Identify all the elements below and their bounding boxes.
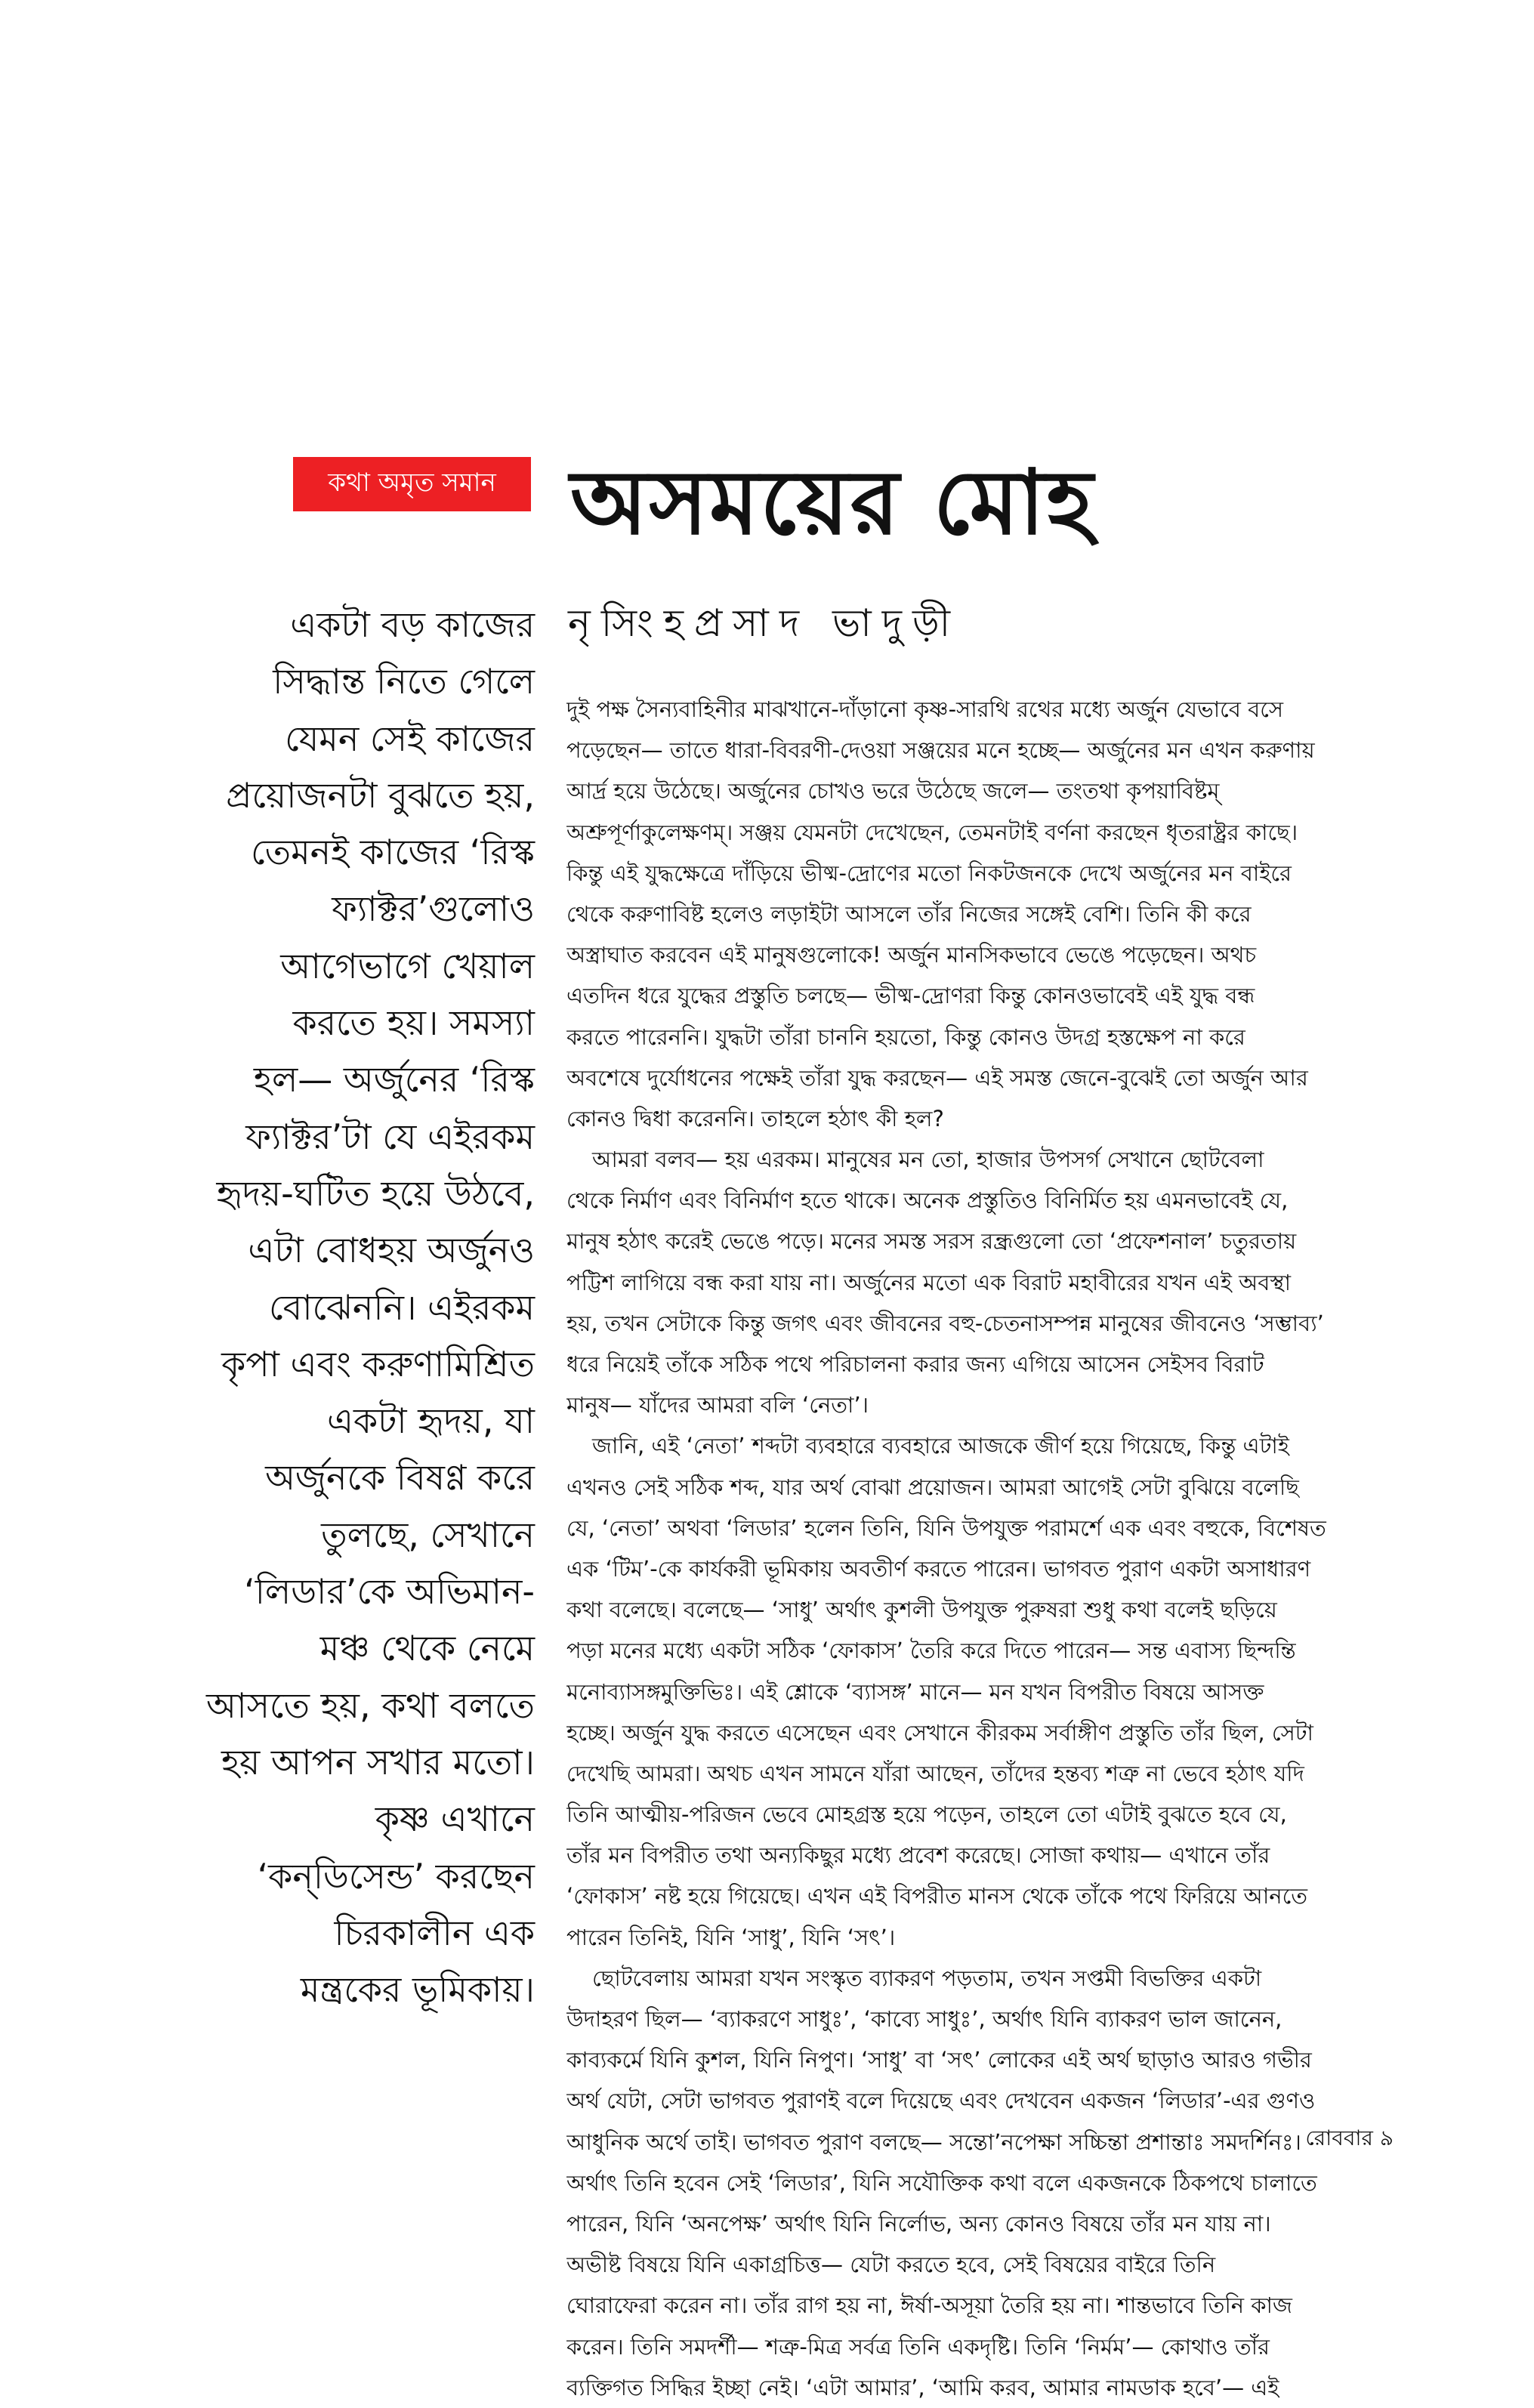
pull-quote-line: একটা হৃদয়, যা <box>327 1400 535 1442</box>
paragraph-first-line: জানি, এই ‘নেতা’ শব্দটা ব্যবহারে ব্যবহারে আজকে জীর্ণ হয়ে গিয়েছে, কিন্তু এটাই <box>592 1433 1289 1459</box>
body-line: ‘ফোকাস’ নষ্ট হয়ে গিয়েছে। এখন এই বিপরীত মানস থেকে তাঁকে পথে ফিরিয়ে আনতে <box>566 1883 1307 1909</box>
pull-quote-line: মন্ত্রকের ভূমিকায়। <box>300 1969 535 2011</box>
body-line: দেখেছি আমরা। অথচ এখন সামনে যাঁরা আছেন, তাঁদের হন্তব্য শত্রু না ভেবে হঠাৎ যদি <box>566 1760 1304 1786</box>
body-line: যে, ‘নেতা’ অথবা ‘লিডার’ হলেন তিনি, যিনি উপযুক্ত পরামর্শে এক এবং বহুকে, বিশেষত <box>566 1514 1326 1541</box>
body-line: তাঁর মন বিপরীত তথা অন্যকিছুর মধ্যে প্রবেশ করেছে। সোজা কথায়— এখানে তাঁর <box>566 1842 1270 1869</box>
paragraph-first-line: ছোটবেলায় আমরা যখন সংস্কৃত ব্যাকরণ পড়তাম, তখন সপ্তমী বিভক্তির একটা <box>592 1965 1262 1991</box>
body-line: মনোব্যাসঙ্গমুক্তিভিঃ। এই শ্লোকে ‘ব্যাসঙ্গ’ মানে— মন যখন বিপরীত বিষয়ে আসক্ত <box>566 1678 1264 1705</box>
pull-quote-line: হয় আপন সখার মতো। <box>221 1741 535 1783</box>
pull-quote-line: সিদ্ধান্ত নিতে গেলে <box>273 661 535 702</box>
body-line: থেকে করুণাবিষ্ট হলেও লড়াইটা আসলে তাঁর নিজের সঙ্গেই বেশি। তিনি কী করে <box>566 900 1252 927</box>
body-line: পড়েছেন— তাতে ধারা-বিবরণী-দেওয়া সঞ্জয়ের মনে হচ্ছে— অর্জুনের মন এখন করুণায় <box>566 737 1315 764</box>
body-line: কোনও দ্বিধা করেননি। তাহলে হঠাৎ কী হল? <box>566 1105 944 1131</box>
pull-quote-line: হল— অর্জুনের ‘রিস্ক <box>253 1059 535 1101</box>
pull-quote-line: বোঝেননি। এইরকম <box>269 1286 535 1328</box>
pull-quote-line: ফ্যাক্টর’টা যে এইরকম <box>245 1116 535 1157</box>
section-label <box>293 457 531 511</box>
body-line: কিন্তু এই যুদ্ধক্ষেত্রে দাঁড়িয়ে ভীষ্ম-দ্রোণের মতো নিকটজনকে দেখে অর্জুনের মন বাইরে <box>566 860 1292 886</box>
pull-quote-line: চিরকালীন এক <box>334 1912 535 1953</box>
body-line: আধুনিক অর্থে তাই। ভাগবত পুরাণ বলছে— সন্তো’নপেক্ষা সচ্চিন্তা প্রশান্তাঃ সমদর্শিনঃ। <box>566 2129 1301 2155</box>
pull-quote-line: কৃষ্ণ এখানে <box>375 1798 535 1840</box>
body-line: থেকে নির্মাণ এবং বিনির্মাণ হতে থাকে। অনেক প্রস্তুতিও বিনির্মিত হয় এমনভাবেই যে, <box>566 1187 1289 1214</box>
pull-quote-line: যেমন সেই কাজের <box>285 718 535 759</box>
pull-quote-line: অর্জুনকে বিষণ্ণ করে <box>265 1457 535 1499</box>
body-line: ঘোরাফেরা করেন না। তাঁর রাগ হয় না, ঈর্ষা-অসূয়া তৈরি হয় না। শান্তভাবে তিনি কাজ <box>566 2292 1292 2319</box>
pull-quote-line: আগেভাগে খেয়াল <box>280 945 535 986</box>
pull-quote-line: প্রয়োজনটা বুঝতে হয়, <box>226 774 535 816</box>
body-line: অস্ত্রাঘাত করবেন এই মানুষগুলোকে! অর্জুন মানসিকভাবে ভেঙে পড়েছেন। অথচ <box>566 942 1257 968</box>
article-title: অসময়ের মোহ <box>570 449 1095 554</box>
pull-quote-line: হৃদয়-ঘটিত হয়ে উঠবে, <box>216 1172 535 1214</box>
body-line: করতে পারেননি। যুদ্ধটা তাঁরা চাননি হয়তো, কিন্তু কোনও উদগ্র হস্তক্ষেপ না করে <box>566 1023 1245 1050</box>
body-line: এক ‘টিম’-কে কার্যকরী ভূমিকায় অবতীর্ণ করতে পারেন। ভাগবত পুরাণ একটা অসাধারণ <box>566 1555 1311 1582</box>
body-line: মানুষ হঠাৎ করেই ভেঙে পড়ে। মনের সমস্ত সরস রন্ধ্রগুলো তো ‘প্রফেশনাল’ চতুরতায় <box>566 1228 1297 1255</box>
author-byline: নৃসিংহপ্রসাদ ভাদুড়ী <box>568 601 961 645</box>
body-line: ধরে নিয়েই তাঁকে সঠিক পথে পরিচালনা করার জন্য এগিয়ে আসেন সেইসব বিরাট <box>566 1351 1264 1377</box>
body-line: উদাহরণ ছিল— ‘ব্যাকরণে সাধুঃ’, ‘কাব্যে সাধুঃ’, অর্থাৎ যিনি ব্যাকরণ ভাল জানেন, <box>566 2006 1282 2032</box>
body-line: মানুষ— যাঁদের আমরা বলি ‘নেতা’। <box>566 1392 869 1419</box>
body-line: পড়া মনের মধ্যে একটা সঠিক ‘ফোকাস’ তৈরি করে দিতে পারেন— সন্ত এবাস্য ছিন্দন্তি <box>566 1638 1296 1664</box>
body-line: পারেন তিনিই, যিনি ‘সাধু’, যিনি ‘সৎ’। <box>566 1924 896 1950</box>
pull-quote-line: ‘লিডার’কে অভিমান- <box>244 1571 535 1613</box>
paragraph-first-line: আমরা বলব— হয় এরকম। মানুষের মন তো, হাজার উপসর্গ সেখানে ছোটবেলা <box>592 1147 1264 1173</box>
body-line: করেন। তিনি সমদর্শী— শত্রু-মিত্র সর্বত্র তিনি একদৃষ্টি। তিনি ‘নির্মম’— কোথাও তাঁর <box>566 2333 1270 2360</box>
page-footer: রোববার ৯ <box>1305 2126 1394 2150</box>
body-line: এখনও সেই সঠিক শব্দ, যার অর্থ বোঝা প্রয়োজন। আমরা আগেই সেটা বুঝিয়ে বলেছি <box>566 1474 1299 1500</box>
pull-quote-line: একটা বড় কাজের <box>290 604 535 645</box>
body-line: অভীষ্ট বিষয়ে যিনি একাগ্রচিত্ত— যেটা করতে হবে, সেই বিষয়ের বাইরে তিনি <box>566 2252 1216 2278</box>
body-line: হয়, তখন সেটাকে কিন্তু জগৎ এবং জীবনের বহু-চেতনাসম্পন্ন মানুষের জীবনেও ‘সম্ভাব্য’ <box>566 1310 1324 1336</box>
body-line: দুই পক্ষ সৈন্যবাহিনীর মাঝখানে-দাঁড়ানো কৃষ্ণ-সারথি রথের মধ্যে অর্জুন যেভাবে বসে <box>566 696 1284 722</box>
body-line: কথা বলেছে। বলেছে— ‘সাধু’ অর্থাৎ কুশলী উপযুক্ত পুরুষরা শুধু কথা বলেই ছড়িয়ে <box>566 1597 1277 1623</box>
pull-quote <box>144 597 535 2018</box>
body-line: আর্দ্র হয়ে উঠেছে। অর্জুনের চোখও ভরে উঠেছে জলে— তংতথা কৃপয়াবিষ্টম্‌ <box>566 778 1220 804</box>
section-label-text: কথা অমৃত সমান <box>328 467 496 498</box>
pull-quote-line: এটা বোধহয় অর্জুনও <box>248 1230 535 1271</box>
pull-quote-line: কৃপা এবং করুণামিশ্রিত <box>221 1343 535 1385</box>
pull-quote-line: ফ্যাক্টর’গুলোও <box>332 888 535 930</box>
body-line: অর্থ যেটা, সেটা ভাগবত পুরাণই বলে দিয়েছে এবং দেখবেন একজন ‘লিডার’-এর গুণও <box>566 2088 1316 2114</box>
body-line: তিনি আত্মীয়-পরিজন ভেবে মোহগ্রস্ত হয়ে পড়েন, তাহলে তো এটাই বুঝতে হবে যে, <box>566 1801 1287 1828</box>
body-line: পারেন, যিনি ‘অনপেক্ষ’ অর্থাৎ যিনি নির্লোভ, অন্য কোনও বিষয়ে তাঁর মন যায় না। <box>566 2210 1271 2237</box>
body-line: অর্থাৎ তিনি হবেন সেই ‘লিডার’, যিনি সযৌক্তিক কথা বলে একজনকে ঠিকপথে চালাতে <box>566 2169 1317 2196</box>
pull-quote-line: তেমনই কাজের ‘রিস্ক <box>250 832 535 873</box>
body-line: ব্যক্তিগত সিদ্ধির ইচ্ছা নেই। ‘এটা আমার’, ‘আমি করব, আমার নামডাক হবে’— এই <box>566 2374 1279 2400</box>
body-line: কাব্যকর্মে যিনি কুশল, যিনি নিপুণ। ‘সাধু’ বা ‘সৎ’ লোকের এই অর্থ ছাড়াও আরও গভীর <box>566 2047 1312 2073</box>
body-line: পট্টিশ লাগিয়ে বন্ধ করা যায় না। অর্জুনের মতো এক বিরাট মহাবীরের যখন এই অবস্থা <box>566 1269 1292 1295</box>
pull-quote-line: মঞ্চ থেকে নেমে <box>319 1628 535 1669</box>
pull-quote-line: তুলছে, সেখানে <box>321 1514 535 1555</box>
body-line: হচ্ছে। অর্জুন যুদ্ধ করতে এসেছেন এবং সেখানে কীরকম সর্বাঙ্গীণ প্রস্তুতি তাঁর ছিল, সেটা <box>566 1719 1313 1746</box>
body-line: অশ্রুপূর্ণাকুলেক্ষণম্‌। সঞ্জয় যেমনটা দেখেছেন, তেমনটাই বর্ণনা করছেন ধৃতরাষ্ট্রর কাছে। <box>566 819 1298 845</box>
pull-quote-line: ‘কন্‌ডিসেন্ড’ করছেন <box>257 1855 535 1897</box>
pull-quote-line: আসতে হয়, কথা বলতে <box>206 1684 535 1726</box>
body-line: এতদিন ধরে যুদ্ধের প্রস্তুতি চলছে— ভীষ্ম-দ্রোণরা কিন্তু কোনওভাবেই এই যুদ্ধ বন্ধ <box>566 983 1255 1009</box>
body-line: অবশেষে দুর্যোধনের পক্ষেই তাঁরা যুদ্ধ করছেন— এই সমস্ত জেনে-বুঝেই তো অর্জুন আর <box>566 1064 1308 1091</box>
pull-quote-line: করতে হয়। সমস্যা <box>292 1002 535 1044</box>
